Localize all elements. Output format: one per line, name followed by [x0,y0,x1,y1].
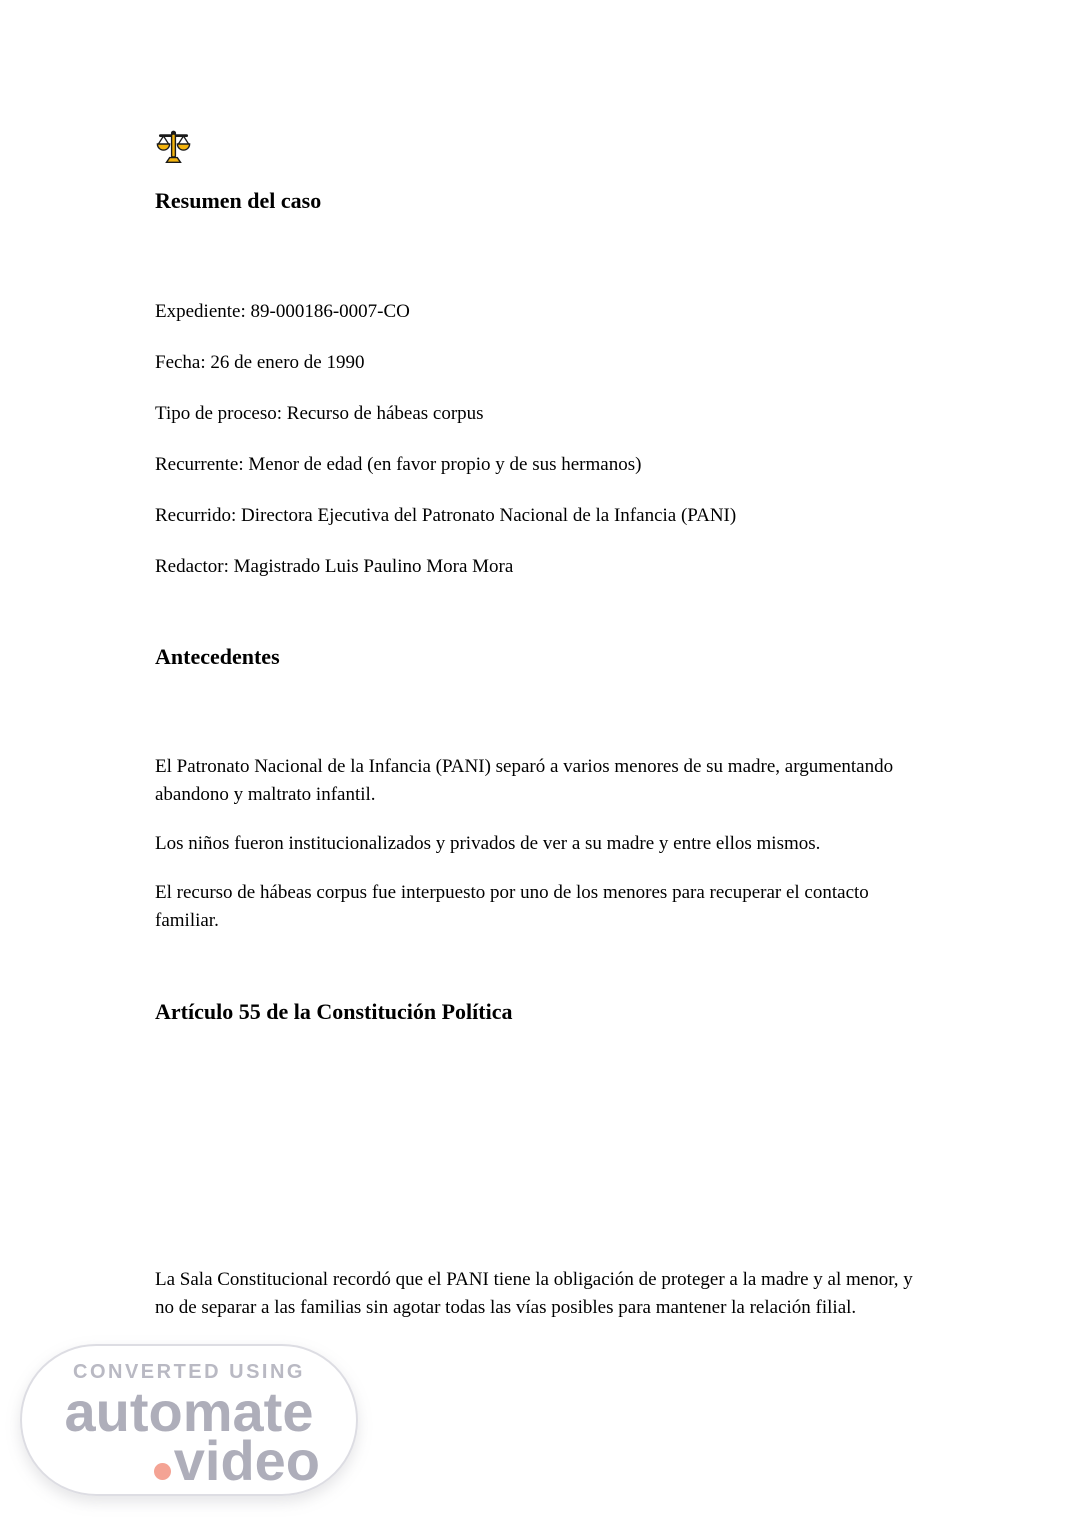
scales-of-justice-icon [155,0,927,164]
metadata-expediente: Expediente: 89-000186-0007-CO [155,301,410,322]
section-heading-articulo-55: Artículo 55 de la Constitución Política [155,999,513,1024]
watermark-badge [20,1344,358,1496]
paragraph-antecedentes-3: El recurso de hábeas corpus fue interpuesto por uno de los menores para recuperar el contacto familiar. [155,882,869,931]
page-title: Resumen del caso [155,188,322,213]
watermark-video-label: video [173,1429,320,1492]
paragraph-antecedentes-2: Los niños fueron institucionalizados y privados de ver a su madre y entre ellos mismos. [155,833,821,854]
metadata-recurrido: Recurrido: Directora Ejecutiva del Patronato Nacional de la Infancia (PANI) [155,505,737,526]
metadata-tipo-proceso: Tipo de proceso: Recurso de hábeas corpus [155,403,484,424]
metadata-recurrente: Recurrente: Menor de edad (en favor propio y de sus hermanos) [155,454,642,475]
paragraph-articulo-55: La Sala Constitucional recordó que el PANI tiene la obligación de proteger a la madre y al menor, y no de separar a las familias sin agotar todas las vías posibles para mantener la relación filial. [155,1269,913,1318]
paragraph-antecedentes-1: El Patronato Nacional de la Infancia (PANI) separó a varios menores de su madre, argumentando abandono y maltrato infantil. [155,756,894,805]
case-metadata [155,300,927,579]
section-heading-antecedentes: Antecedentes [155,644,280,669]
metadata-fecha: Fecha: 26 de enero de 1990 [155,352,365,373]
watermark-converted-using-label: CONVERTED USING [73,1361,305,1383]
watermark-brand-video [22,1429,356,1492]
metadata-redactor: Redactor: Magistrado Luis Paulino Mora Mora [155,556,514,577]
watermark-dot-icon [154,1463,171,1480]
watermark-brand-automate: automate [64,1380,314,1443]
